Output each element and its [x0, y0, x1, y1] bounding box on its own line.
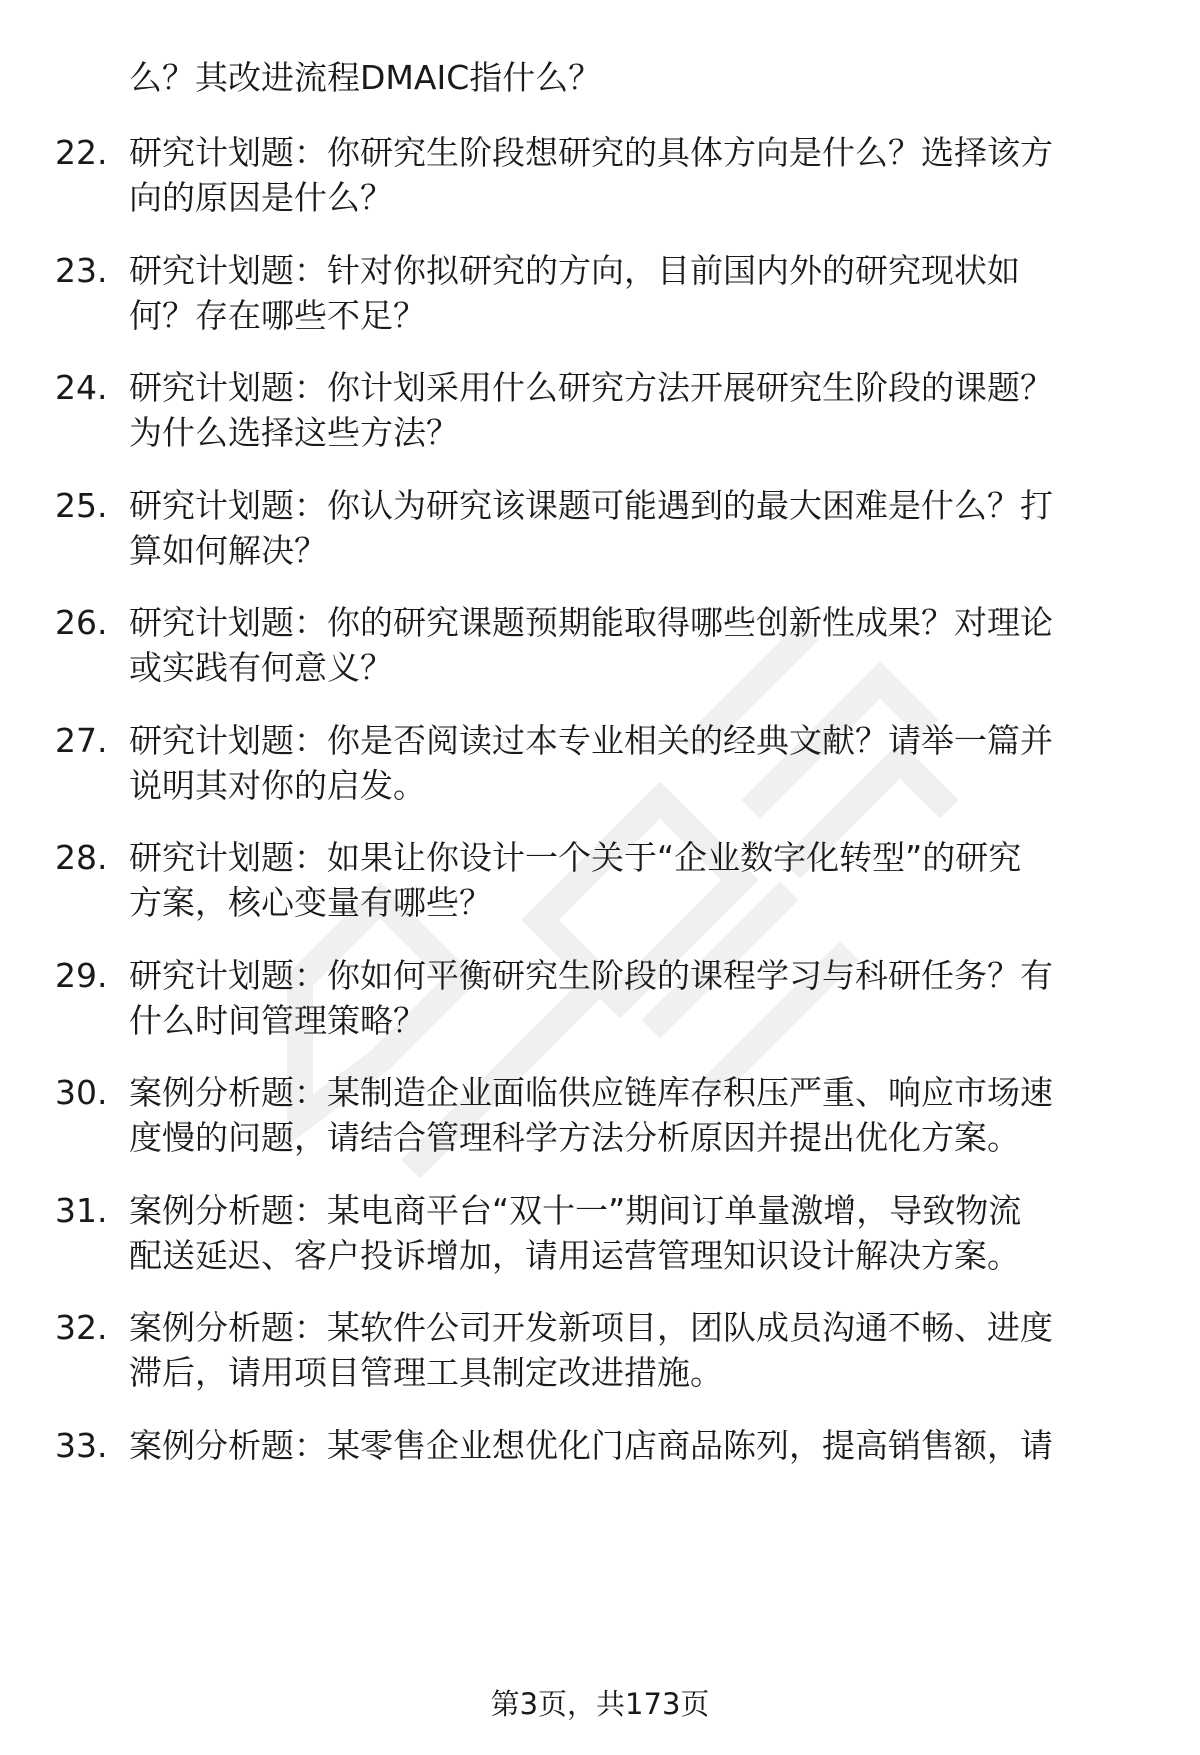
question-item-26: [0, 601, 1200, 701]
question-text-line: 度慢的问题，请结合管理科学方法分析原因并提出优化方案。: [129, 1118, 1020, 1157]
question-text-line: 说明其对你的启发。: [129, 766, 426, 805]
question-item-32: [0, 1306, 1200, 1406]
question-text-line: 何？存在哪些不足？: [129, 296, 426, 335]
question-number: 30.: [55, 1073, 108, 1112]
question-item-27: [0, 719, 1200, 819]
question-item-23: [0, 249, 1200, 349]
question-text-line: 研究计划题：你研究生阶段想研究的具体方向是什么？选择该方: [129, 133, 1053, 172]
question-text-line: 什么时间管理策略？: [129, 1001, 426, 1040]
question-number: 33.: [55, 1426, 108, 1465]
question-item-28: [0, 836, 1200, 936]
question-text-line: 为什么选择这些方法？: [129, 413, 459, 452]
question-item-25: [0, 484, 1200, 584]
question-item-22: [0, 131, 1200, 231]
question-item-31: [0, 1189, 1200, 1289]
question-text-line: 研究计划题：针对你拟研究的方向，目前国内外的研究现状如: [129, 251, 1020, 290]
question-text-line: 研究计划题：你是否阅读过本专业相关的经典文献？请举一篇并: [129, 721, 1053, 760]
question-text-line: 案例分析题：某软件公司开发新项目，团队成员沟通不畅、进度: [129, 1308, 1053, 1347]
page-footer: 第3页，共173页: [490, 1687, 710, 1721]
question-number: 31.: [55, 1191, 108, 1230]
question-number: 26.: [55, 603, 108, 642]
question-number: 28.: [55, 838, 108, 877]
question-text-line: 研究计划题：你计划采用什么研究方法开展研究生阶段的课题？: [129, 368, 1053, 407]
question-text-line: 算如何解决？: [129, 531, 327, 570]
question-text-line: 滞后，请用项目管理工具制定改进措施。: [129, 1353, 723, 1392]
question-text-line: 或实践有何意义？: [129, 648, 393, 687]
continued-question-text: 么？其改进流程DMAIC指什么？: [129, 58, 602, 97]
question-text-line: 方案，核心变量有哪些？: [129, 883, 492, 922]
question-text-line: 研究计划题：你认为研究该课题可能遇到的最大困难是什么？打: [129, 486, 1053, 525]
question-text-line: 向的原因是什么？: [129, 178, 393, 217]
question-text-line: 案例分析题：某制造企业面临供应链库存积压严重、响应市场速: [129, 1073, 1053, 1112]
question-text-line: 案例分析题：某零售企业想优化门店商品陈列，提高销售额，请: [129, 1426, 1053, 1465]
question-text-line: 配送延迟、客户投诉增加，请用运营管理知识设计解决方案。: [129, 1236, 1020, 1275]
question-number: 23.: [55, 251, 108, 290]
question-item-30: [0, 1071, 1200, 1171]
question-text-line: 研究计划题：你的研究课题预期能取得哪些创新性成果？对理论: [129, 603, 1053, 642]
question-text-line: 研究计划题：你如何平衡研究生阶段的课程学习与科研任务？有: [129, 956, 1053, 995]
question-item-24: [0, 366, 1200, 466]
question-number: 29.: [55, 956, 108, 995]
question-text-line: 研究计划题：如果让你设计一个关于“企业数字化转型”的研究: [129, 838, 1022, 877]
question-item-29: [0, 954, 1200, 1054]
question-number: 24.: [55, 368, 108, 407]
question-number: 25.: [55, 486, 108, 525]
question-item-33: [0, 1424, 1200, 1524]
question-number: 32.: [55, 1308, 108, 1347]
question-text-line: 案例分析题：某电商平台“双十一”期间订单量激增，导致物流: [129, 1191, 1022, 1230]
question-number: 27.: [55, 721, 108, 760]
question-number: 22.: [55, 133, 108, 172]
